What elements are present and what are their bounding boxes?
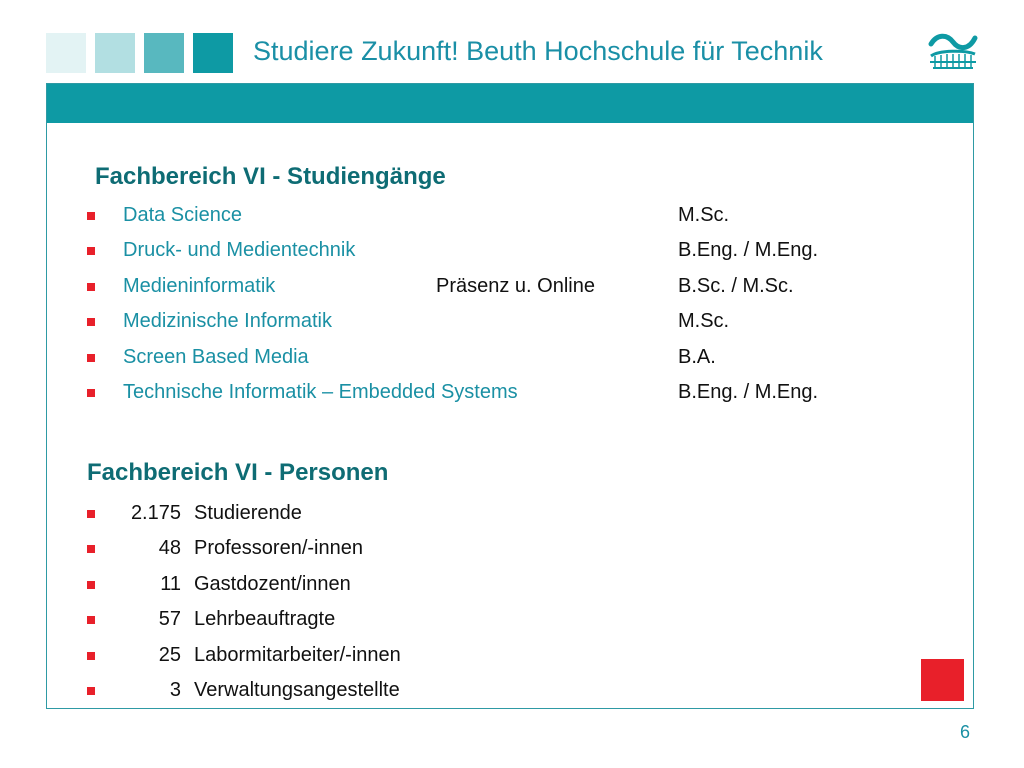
square-bullet-icon (87, 687, 95, 695)
course-row (47, 310, 973, 340)
people-count: 48 (158, 537, 181, 559)
people-count: 11 (160, 573, 181, 595)
page-number: 6 (960, 722, 971, 742)
people-label: Gastdozent/innen (194, 573, 351, 595)
course-degree: M.Sc. (678, 204, 730, 226)
people-count: 3 (169, 679, 181, 701)
people-label: Studierende (194, 502, 302, 524)
square-bullet-icon (87, 247, 95, 255)
course-row (47, 239, 973, 269)
people-row (47, 608, 973, 638)
decor-square-4 (193, 33, 233, 73)
square-bullet-icon (87, 652, 95, 660)
decor-square-3 (144, 33, 184, 73)
course-name: Medieninformatik (123, 275, 276, 297)
people-label: Labormitarbeiter/-innen (194, 644, 401, 666)
course-name: Druck- und Medientechnik (123, 239, 356, 261)
red-square-decor (921, 659, 964, 701)
people-label: Lehrbeauftragte (194, 608, 336, 630)
courses-heading: Fachbereich VI - Studiengänge (95, 163, 446, 190)
content-panel (46, 83, 974, 709)
square-bullet-icon (87, 212, 95, 220)
course-name: Medizinische Informatik (123, 310, 332, 332)
course-name: Screen Based Media (123, 346, 309, 368)
page-title: Studiere Zukunft! Beuth Hochschule für Technik (253, 36, 823, 66)
course-mode: Präsenz u. Online (436, 275, 595, 297)
people-count: 57 (158, 608, 181, 630)
square-bullet-icon (87, 318, 95, 326)
people-heading: Fachbereich VI - Personen (87, 459, 389, 486)
square-bullet-icon (87, 581, 95, 589)
people-label: Professoren/-innen (194, 537, 363, 559)
course-row (47, 381, 973, 411)
course-name: Technische Informatik – Embedded Systems (123, 381, 518, 403)
people-row (47, 679, 973, 709)
people-count: 25 (158, 644, 181, 666)
square-bullet-icon (87, 510, 95, 518)
course-name: Data Science (123, 204, 242, 226)
square-bullet-icon (87, 616, 95, 624)
square-bullet-icon (87, 283, 95, 291)
square-bullet-icon (87, 389, 95, 397)
course-degree: B.Eng. / M.Eng. (678, 239, 819, 261)
people-label: Verwaltungsangestellte (194, 679, 400, 701)
course-row (47, 346, 973, 376)
square-bullet-icon (87, 545, 95, 553)
course-degree: B.A. (678, 346, 716, 368)
course-degree: M.Sc. (678, 310, 730, 332)
course-row (47, 204, 973, 234)
header-band (47, 84, 973, 123)
decor-square-1 (46, 33, 86, 73)
decor-square-2 (95, 33, 135, 73)
people-row (47, 573, 973, 603)
people-count: 2.175 (130, 502, 181, 524)
people-row (47, 502, 973, 532)
course-row (47, 275, 973, 305)
course-degree: B.Eng. / M.Eng. (678, 381, 819, 403)
beuth-logo-icon (925, 30, 981, 76)
course-degree: B.Sc. / M.Sc. (678, 275, 794, 297)
people-row (47, 644, 973, 674)
people-row (47, 537, 973, 567)
square-bullet-icon (87, 354, 95, 362)
